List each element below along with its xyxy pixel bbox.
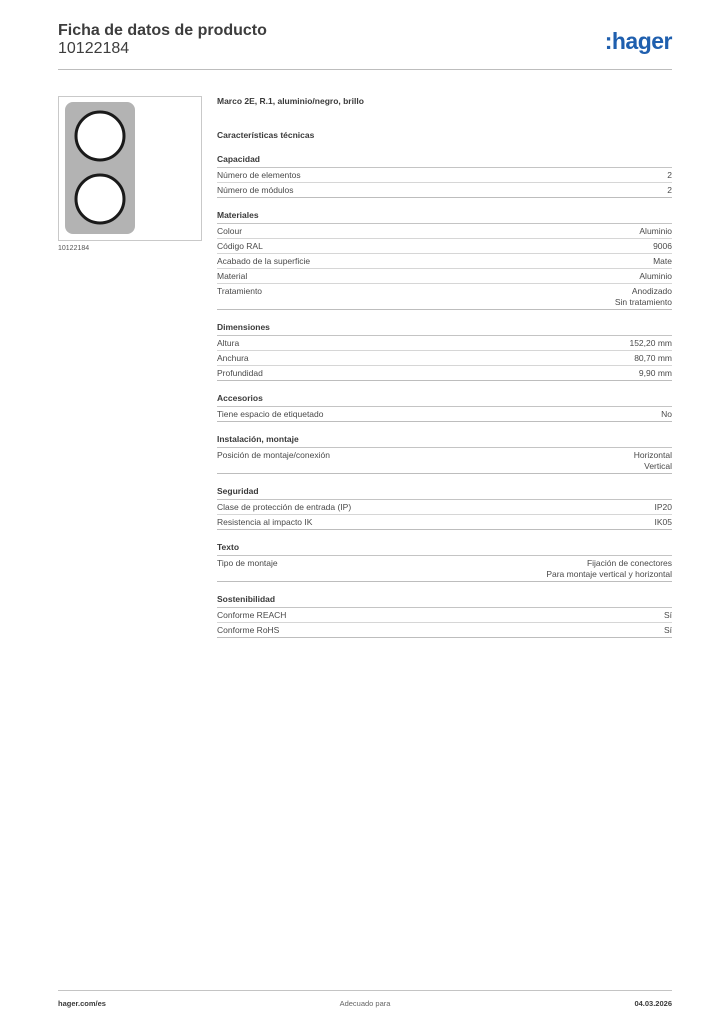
spec-label: Material	[217, 271, 248, 281]
spec-value	[667, 170, 672, 181]
spec-value-line: 2	[667, 170, 672, 180]
spec-value-line: 9,90 mm	[638, 368, 672, 378]
section-heading: Accesorios	[217, 393, 672, 407]
spec-label: Conforme REACH	[217, 610, 287, 620]
spec-value-line: Aluminio	[639, 226, 672, 236]
spec-value-line: IP20	[654, 502, 672, 512]
section-heading: Capacidad	[217, 154, 672, 168]
page-footer	[58, 990, 672, 1014]
section-heading: Texto	[217, 542, 672, 556]
spec-section	[217, 393, 672, 422]
spec-value	[653, 256, 672, 267]
spec-value	[661, 409, 672, 420]
spec-label: Conforme RoHS	[217, 625, 280, 635]
technical-characteristics-heading: Características técnicas	[217, 130, 315, 140]
spec-row	[217, 239, 672, 254]
spec-row	[217, 366, 672, 381]
spec-value-line: Sí	[663, 610, 672, 620]
footer-suitable-for: Adecuado para	[339, 999, 391, 1008]
product-details	[217, 96, 672, 638]
spec-value-line: IK05	[654, 517, 672, 527]
spec-value-line: Horizontal	[633, 450, 672, 460]
spec-label: Posición de montaje/conexión	[217, 450, 330, 460]
spec-value-line: Aluminio	[639, 271, 672, 281]
spec-label: Tipo de montaje	[217, 558, 278, 568]
spec-value	[634, 450, 672, 472]
spec-label: Colour	[217, 226, 243, 236]
spec-label: Altura	[217, 338, 240, 348]
footer-date: 04.03.2026	[634, 999, 672, 1008]
spec-value	[639, 368, 672, 379]
section-heading: Dimensiones	[217, 322, 672, 336]
hager-logo: :hager	[604, 28, 672, 54]
footer-website: hager.com/es	[58, 999, 106, 1008]
spec-label: Número de elementos	[217, 170, 301, 180]
spec-value	[667, 185, 672, 196]
spec-section	[217, 210, 672, 310]
spec-label: Tratamiento	[217, 286, 263, 296]
spec-row	[217, 351, 672, 366]
spec-value-line: 80,70 mm	[634, 353, 672, 363]
spec-value-line: Sí	[663, 625, 672, 635]
spec-row	[217, 269, 672, 284]
spec-value	[615, 286, 672, 308]
frame-illustration	[59, 97, 201, 240]
spec-row	[217, 500, 672, 515]
spec-value-line: 2	[667, 185, 672, 195]
spec-value-line: 9006	[653, 241, 672, 251]
section-heading: Instalación, montaje	[217, 434, 672, 448]
spec-label: Clase de protección de entrada (IP)	[217, 502, 352, 512]
spec-row	[217, 608, 672, 623]
spec-value	[664, 610, 672, 621]
spec-label: Profundidad	[217, 368, 263, 378]
spec-section	[217, 594, 672, 638]
spec-label: Acabado de la superficie	[217, 256, 311, 266]
spec-value-line: Sin tratamiento	[614, 297, 672, 307]
spec-value	[639, 271, 672, 282]
spec-row	[217, 336, 672, 351]
spec-row	[217, 515, 672, 530]
spec-section	[217, 322, 672, 381]
spec-value-line: Fijación de conectores	[586, 558, 672, 568]
spec-section	[217, 434, 672, 474]
spec-value	[629, 338, 672, 349]
spec-row	[217, 224, 672, 239]
spec-row	[217, 623, 672, 638]
frame-ring-bottom	[76, 175, 124, 223]
spec-value-line: Para montaje vertical y horizontal	[546, 569, 672, 579]
spec-value-line: 152,20 mm	[629, 338, 672, 348]
section-heading: Materiales	[217, 210, 672, 224]
spec-row	[217, 284, 672, 310]
spec-value-line: Vertical	[644, 461, 672, 471]
spec-row	[217, 183, 672, 198]
spec-value	[639, 226, 672, 237]
section-heading: Seguridad	[217, 486, 672, 500]
spec-section	[217, 154, 672, 198]
product-number: 10122184	[58, 40, 130, 57]
spec-section	[217, 542, 672, 582]
spec-value-line: Anodizado	[631, 286, 672, 296]
document-title: Ficha de datos de producto	[58, 22, 267, 39]
product-title: Marco 2E, R.1, aluminio/negro, brillo	[217, 96, 364, 106]
spec-value-line: Mate	[653, 256, 672, 266]
spec-value	[655, 502, 673, 513]
spec-label: Número de módulos	[217, 185, 294, 195]
spec-row	[217, 407, 672, 422]
spec-row	[217, 556, 672, 582]
spec-section	[217, 486, 672, 530]
section-heading: Sostenibilidad	[217, 594, 672, 608]
spec-value	[664, 625, 672, 636]
spec-value	[634, 353, 672, 364]
spec-sections	[217, 154, 672, 638]
spec-value-line: No	[661, 409, 672, 419]
spec-value	[653, 241, 672, 252]
frame-ring-top	[76, 112, 124, 160]
spec-label: Código RAL	[217, 241, 263, 251]
spec-value	[546, 558, 672, 580]
product-image	[58, 96, 202, 241]
page-header	[58, 22, 672, 70]
image-caption: 10122184	[58, 245, 90, 252]
spec-label: Anchura	[217, 353, 249, 363]
spec-value	[655, 517, 673, 528]
spec-row	[217, 254, 672, 269]
spec-row	[217, 168, 672, 183]
spec-label: Resistencia al impacto IK	[217, 517, 313, 527]
spec-label: Tiene espacio de etiquetado	[217, 409, 324, 419]
spec-row	[217, 448, 672, 474]
